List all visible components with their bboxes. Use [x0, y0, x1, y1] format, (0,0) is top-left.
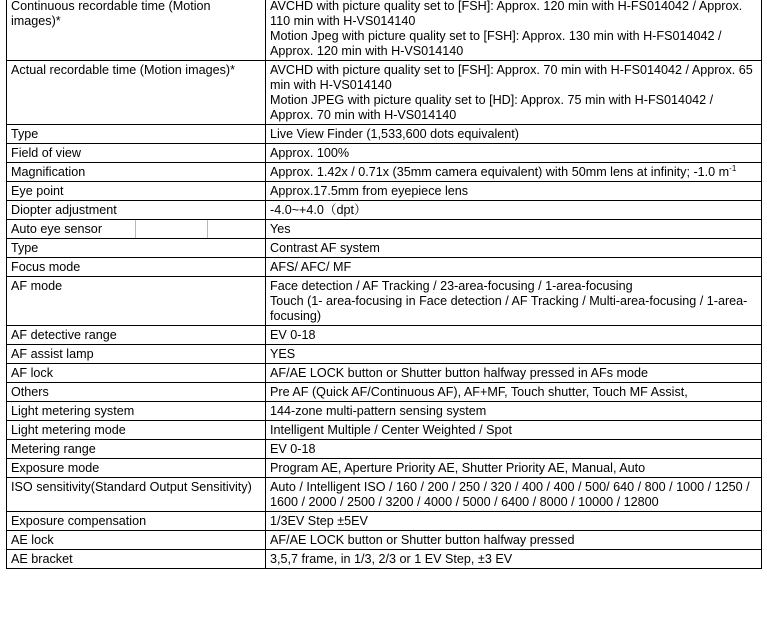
- cell-divider: [135, 220, 136, 238]
- spec-value-line: [270, 533, 757, 548]
- spec-label: AF assist lamp: [7, 345, 266, 364]
- spec-value-line: [270, 184, 757, 199]
- spec-label: ISO sensitivity(Standard Output Sensitivity): [7, 478, 266, 512]
- spec-value-text: EV 0-18: [270, 442, 316, 456]
- spec-label: Actual recordable time (Motion images)*: [7, 61, 266, 125]
- spec-value: [266, 163, 762, 182]
- spec-value-text: Approx. 1.42x / 0.71x (35mm camera equivalent) with 50mm lens at infinity; -1.0 m: [270, 165, 730, 179]
- spec-value-text: Pre AF (Quick AF/Continuous AF), AF+MF, Touch shutter, Touch MF Assist,: [270, 385, 688, 399]
- spec-row-exposure_mode: [7, 459, 762, 478]
- spec-row-eye_point: [7, 182, 762, 201]
- spec-label: Magnification: [7, 163, 266, 182]
- spec-row-vf_type: [7, 125, 762, 144]
- spec-value-text: Touch (1- area-focusing in Face detection / AF Tracking / Multi-area-focusing / 1-area-focusing): [270, 294, 748, 323]
- spec-label: Light metering system: [7, 402, 266, 421]
- spec-row-others: [7, 383, 762, 402]
- spec-value-line: [270, 127, 757, 142]
- spec-value: [266, 345, 762, 364]
- spec-value-text: YES: [270, 347, 296, 361]
- spec-label: Auto eye sensor: [7, 220, 266, 239]
- spec-value-text: AF/AE LOCK button or Shutter button halfway pressed in AFs mode: [270, 366, 649, 380]
- spec-value-text: Live View Finder (1,533,600 dots equivalent): [270, 127, 519, 141]
- spec-row-rec_continuous: [7, 0, 762, 61]
- spec-value: [266, 440, 762, 459]
- spec-row-iso: [7, 478, 762, 512]
- spec-row-af_lock: [7, 364, 762, 383]
- unit-superscript: -1: [729, 163, 737, 173]
- spec-row-eye_sensor: [7, 220, 762, 239]
- spec-row-af_type: [7, 239, 762, 258]
- spec-value-line: [270, 165, 757, 180]
- spec-table: [6, 0, 762, 569]
- spec-value-line: [270, 63, 757, 93]
- spec-value-line: [270, 347, 757, 362]
- spec-label: Type: [7, 125, 266, 144]
- spec-value-line: [270, 328, 757, 343]
- spec-value-line: [270, 404, 757, 419]
- spec-row-rec_actual: [7, 61, 762, 125]
- spec-value-line: [270, 294, 757, 324]
- spec-value: [266, 201, 762, 220]
- spec-row-ae_bracket: [7, 550, 762, 569]
- spec-label: Eye point: [7, 182, 266, 201]
- spec-value-text: AF/AE LOCK button or Shutter button halfway pressed: [270, 533, 575, 547]
- spec-value-text: EV 0-18: [270, 328, 316, 342]
- spec-value-text: Yes: [270, 222, 291, 236]
- spec-row-metering_mode: [7, 421, 762, 440]
- spec-value-line: [270, 552, 757, 567]
- spec-value-text: Contrast AF system: [270, 241, 380, 255]
- spec-value-line: [270, 93, 757, 123]
- spec-value-text: Motion Jpeg with picture quality set to [FSH]: Approx. 130 min with H-FS014042 / Approx. 120 min with H-VS014140: [270, 29, 722, 58]
- spec-value-line: [270, 423, 757, 438]
- spec-label: AE lock: [7, 531, 266, 550]
- spec-value-line: [270, 241, 757, 256]
- spec-value: [266, 239, 762, 258]
- spec-label: Metering range: [7, 440, 266, 459]
- spec-value-line: [270, 279, 757, 294]
- spec-value-line: [270, 461, 757, 476]
- spec-value: [266, 220, 762, 239]
- spec-value-text: 1/3EV Step ±5EV: [270, 514, 368, 528]
- spec-value-text: Approx.17.5mm from eyepiece lens: [270, 184, 469, 198]
- spec-value: [266, 459, 762, 478]
- spec-value: [266, 0, 762, 61]
- spec-label: Others: [7, 383, 266, 402]
- spec-label: AF detective range: [7, 326, 266, 345]
- spec-row-ae_lock: [7, 531, 762, 550]
- spec-value: [266, 182, 762, 201]
- spec-label: Exposure compensation: [7, 512, 266, 531]
- spec-value-text: AVCHD with picture quality set to [FSH]: Approx. 120 min with H-FS014042 / Approx. 110 min with H-VS014140: [270, 0, 743, 28]
- spec-value: [266, 402, 762, 421]
- spec-row-af_range: [7, 326, 762, 345]
- spec-value: [266, 383, 762, 402]
- spec-value-line: [270, 366, 757, 381]
- spec-row-field_of_view: [7, 144, 762, 163]
- spec-row-af_assist: [7, 345, 762, 364]
- spec-label: Diopter adjustment: [7, 201, 266, 220]
- spec-label: Field of view: [7, 144, 266, 163]
- spec-label: AF mode: [7, 277, 266, 326]
- spec-value: [266, 125, 762, 144]
- spec-label: Exposure mode: [7, 459, 266, 478]
- spec-row-diopter: [7, 201, 762, 220]
- spec-value-text: 3,5,7 frame, in 1/3, 2/3 or 1 EV Step, ±3 EV: [270, 552, 513, 566]
- spec-value: [266, 550, 762, 569]
- spec-value-text: Intelligent Multiple / Center Weighted / Spot: [270, 423, 512, 437]
- spec-value: [266, 421, 762, 440]
- spec-row-focus_mode: [7, 258, 762, 277]
- spec-value-text: Auto / Intelligent ISO / 160 / 200 / 250 / 320 / 400 / 400 / 500/ 640 / 800 / 1000 / 1250 / 1600 / 2000 / 2500 / 3200 / 4000 / 5000 / 6400 / 8000 / 10000 / 12800: [270, 480, 750, 509]
- spec-value-text: Program AE, Aperture Priority AE, Shutter Priority AE, Manual, Auto: [270, 461, 646, 475]
- spec-label: AE bracket: [7, 550, 266, 569]
- spec-value: [266, 531, 762, 550]
- spec-label: Focus mode: [7, 258, 266, 277]
- spec-value: [266, 478, 762, 512]
- spec-value: [266, 326, 762, 345]
- spec-value-line: [270, 514, 757, 529]
- spec-label: Type: [7, 239, 266, 258]
- spec-value-text: Motion JPEG with picture quality set to [HD]: Approx. 75 min with H-FS014042 / Approx. 70 min with H-VS014140: [270, 93, 714, 122]
- spec-value-text: -4.0~+4.0（dpt）: [270, 203, 367, 217]
- spec-value-line: [270, 260, 757, 275]
- spec-row-metering_range: [7, 440, 762, 459]
- spec-value: [266, 144, 762, 163]
- spec-value-text: AFS/ AFC/ MF: [270, 260, 352, 274]
- spec-row-af_mode: [7, 277, 762, 326]
- spec-value: [266, 258, 762, 277]
- spec-value-text: Face detection / AF Tracking / 23-area-focusing / 1-area-focusing: [270, 279, 633, 293]
- cell-divider: [207, 220, 208, 238]
- spec-value-text: AVCHD with picture quality set to [FSH]: Approx. 70 min with H-FS014042 / Approx. 65 min with H-VS014140: [270, 63, 753, 92]
- spec-value-line: [270, 146, 757, 161]
- spec-value-line: [270, 203, 757, 218]
- spec-value: [266, 277, 762, 326]
- spec-value: [266, 512, 762, 531]
- spec-value-text: 144-zone multi-pattern sensing system: [270, 404, 487, 418]
- spec-value: [266, 364, 762, 383]
- spec-label: Continuous recordable time (Motion images)*: [7, 0, 266, 61]
- spec-value-text: Approx. 100%: [270, 146, 350, 160]
- spec-value-line: [270, 222, 757, 237]
- spec-value: [266, 61, 762, 125]
- spec-row-magnification: [7, 163, 762, 182]
- spec-row-metering_system: [7, 402, 762, 421]
- spec-label: Light metering mode: [7, 421, 266, 440]
- spec-row-exp_comp: [7, 512, 762, 531]
- spec-label: AF lock: [7, 364, 266, 383]
- spec-value-line: [270, 0, 757, 29]
- spec-value-line: [270, 480, 757, 510]
- spec-value-line: [270, 29, 757, 59]
- spec-value-line: [270, 385, 757, 400]
- spec-value-line: [270, 442, 757, 457]
